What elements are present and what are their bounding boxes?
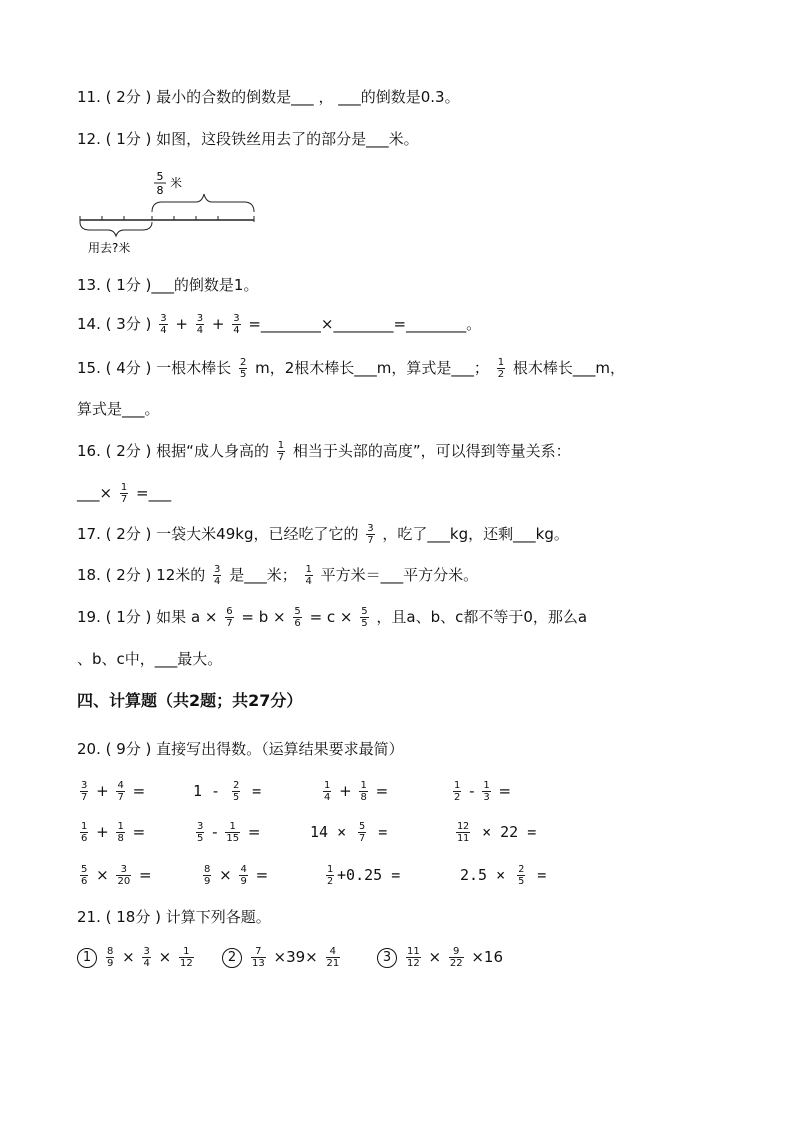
calc-item: 1 - $\frac{2}{5}$ = bbox=[193, 780, 262, 803]
question-16: 16. ( 2分 ) 根据“成人身高的 $\frac{1}{7}$ 相当于头部的高度”，可以得到等量关系： bbox=[77, 440, 571, 463]
question-21: 21. ( 18分 ) 计算下列各题。 bbox=[77, 908, 271, 926]
calc-item-3: 3 $\frac{11}{12}$ × $\frac{9}{22}$ ×16 bbox=[377, 946, 503, 969]
question-15: 15. ( 4分 ) 一根木棒长 $\frac{2}{5}$ m，2根木棒长___m，算式是___； $\frac{1}{2}$ 根木棒长___m， bbox=[77, 357, 625, 380]
calc-item: $\frac{5}{6}$ × $\frac{3}{20}$ = bbox=[81, 864, 152, 887]
question-12: 12. ( 1分 ) 如图，这段铁丝用去了的部分是___米。 bbox=[77, 130, 419, 148]
calc-item: $\frac{1}{6}$ + $\frac{1}{8}$ = bbox=[81, 821, 146, 844]
fraction: $\frac{1}{7}$ bbox=[277, 440, 285, 463]
fraction: $\frac{3}{4}$ bbox=[160, 313, 167, 336]
question-16-line2: ___× $\frac{1}{7}$ =___ bbox=[77, 482, 172, 505]
calc-item: $\frac{1}{2}$ - $\frac{1}{3}$ = bbox=[454, 780, 512, 803]
fraction: $\frac{1}{4}$ bbox=[305, 564, 312, 587]
section-heading: 四、计算题（共2题；共27分） bbox=[77, 691, 303, 710]
calc-item: 14 × $\frac{5}{7}$ = bbox=[310, 821, 388, 844]
circled-number: 3 bbox=[377, 948, 397, 968]
question-18: 18. ( 2分 ) 12米的 $\frac{3}{4}$ 是___米； $\frac{1}{4}$ 平方米＝___平方分米。 bbox=[77, 564, 479, 587]
calc-item-1: 1 $\frac{8}{9}$ × $\frac{3}{4}$ × $\frac{1}{12}$ bbox=[77, 946, 197, 969]
calc-item: 2.5 × $\frac{2}{5}$ = bbox=[460, 864, 547, 887]
top-fraction-den: 8 bbox=[156, 184, 164, 197]
circled-number: 1 bbox=[77, 948, 97, 968]
fraction: $\frac{3}{4}$ bbox=[196, 313, 204, 336]
question-19: 19. ( 1分 ) 如果 a × $\frac{6}{7}$ = b × $\frac{5}{6}$ = c × $\frac{5}{5}$ ，且a、b、c都不等于0，那么a bbox=[77, 606, 588, 629]
fraction: $\frac{3}{7}$ bbox=[367, 523, 374, 546]
fraction: $\frac{6}{7}$ bbox=[226, 606, 233, 629]
fraction: $\frac{5}{5}$ bbox=[361, 606, 368, 629]
circled-number: 2 bbox=[222, 948, 242, 968]
calc-item: $\frac{1}{2}$ +0.25 = bbox=[327, 864, 401, 887]
fraction: $\frac{3}{4}$ bbox=[214, 564, 221, 587]
question-20: 20. ( 9分 ) 直接写出得数。（运算结果要求最简） bbox=[77, 740, 404, 758]
question-19-line2: 、b、c中，___最大。 bbox=[77, 650, 223, 668]
top-fraction-num: 5 bbox=[156, 170, 164, 183]
calc-item: $\frac{8}{9}$ × $\frac{4}{9}$ = bbox=[204, 864, 269, 887]
question-17: 17. ( 2分 ) 一袋大米49kg，已经吃了它的 $\frac{3}{7}$ ，吃了___kg，还剩___kg。 bbox=[77, 523, 569, 546]
fraction: $\frac{3}{4}$ bbox=[233, 313, 240, 336]
bottom-label: 用去?米 bbox=[88, 241, 131, 255]
fraction: $\frac{1}{7}$ bbox=[120, 482, 128, 505]
question-11: 11. ( 2分 ) 最小的合数的倒数是___ ， ___的倒数是0.3。 bbox=[77, 88, 460, 106]
question-15-line2: 算式是___。 bbox=[77, 400, 160, 418]
calc-item: $\frac{1}{4}$ + $\frac{1}{8}$ = bbox=[324, 780, 389, 803]
calc-item: $\frac{3}{5}$ - $\frac{1}{15}$ = bbox=[197, 821, 261, 844]
fraction: $\frac{5}{6}$ bbox=[294, 606, 301, 629]
fraction: $\frac{2}{5}$ bbox=[239, 357, 247, 380]
wire-diagram bbox=[78, 160, 260, 256]
calc-item: $\frac{12}{11}$ × 22 = bbox=[457, 821, 537, 844]
calc-item-2: 2 $\frac{7}{13}$ ×39× $\frac{4}{21}$ bbox=[222, 946, 343, 969]
calc-item: $\frac{3}{7}$ + $\frac{4}{7}$ = bbox=[81, 780, 146, 803]
top-unit: 米 bbox=[170, 176, 183, 190]
question-13: 13. ( 1分 )___的倒数是1。 bbox=[77, 276, 259, 294]
question-14: 14. ( 3分 ) $\frac{3}{4}$ + $\frac{3}{4}$ + $\frac{3}{4}$ =________×________=________。 bbox=[77, 313, 482, 336]
fraction: $\frac{1}{2}$ bbox=[497, 357, 505, 380]
